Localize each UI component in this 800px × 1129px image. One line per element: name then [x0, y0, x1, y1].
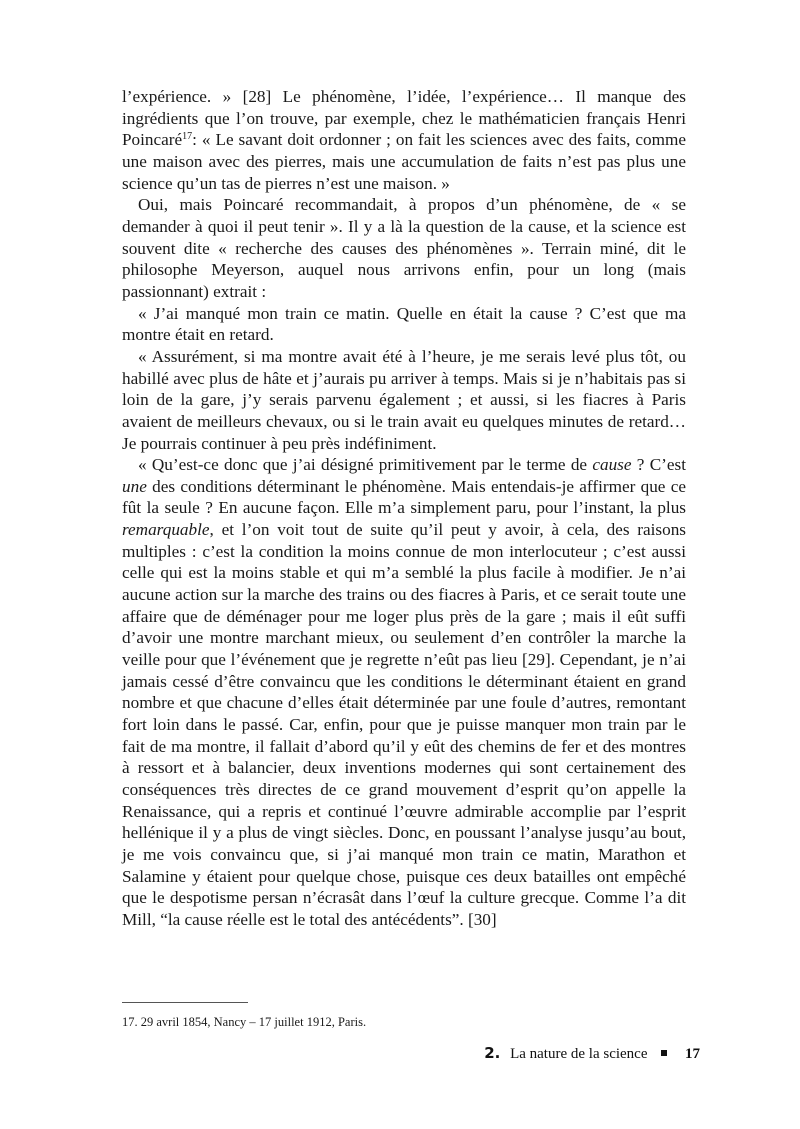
- paragraph: [122, 194, 686, 302]
- text-segment: des conditions déterminant le phénomène. Mais entendais-je affirmer que ce fût la seule ? En aucune façon. Elle m’a simplement paru, pour l’instant, la plus: [122, 476, 686, 518]
- emphasis: cause: [592, 455, 632, 475]
- paragraph: [122, 346, 686, 454]
- emphasis: une: [122, 476, 147, 496]
- paragraph: [122, 454, 686, 930]
- text-segment: ? C’est: [631, 455, 686, 475]
- separator-square-icon: [661, 1050, 667, 1056]
- text-segment: « Qu’est-ce donc que j’ai désigné primitivement par le terme de: [138, 455, 593, 475]
- text-segment: , et l’on voit tout de suite qu’il peut y avoir, à cela, des raisons multiples : c’est la condition la moins connue de mon interlocuteur ; c’est aussi celle qui est la moins stable et qui m’a semblé la plus facile à modifier. Je n’ai aucune action sur la marche des trains ou des fiacres à Paris, et ce serait toute une affaire que de déménager pour me loger plus près de la gare ; mais il eût suffi d’avoir une montre marchant mieux, ou seulement d’en contrôler la marche la veille pour que l’événement que je regrette n’eût pas lieu [29]. Cependant, je n’ai jamais cessé d’être convaincu que les conditions le déterminant étaient en grand nombre et que chacune d’elles était déterminée par une foule d’autres, remontant fort loin dans le passé. Car, enfin, pour que je puisse manquer mon train par le fait de ma montre, il fallait d’abord qu’il y eût des chemins de fer et des montres à ressort et à balancier, deux inventions modernes qui sont certainement des conséquences très directes de ce grand mouvement d’esprit qu’on appelle la Renaissance, qui a repris et continué l’œuvre admirable accomplie par l’esprit hellénique il y a plus de vingt siècles. Donc, en poussant l’analyse jusqu’au bout, je me vois convaincu que, si j’ai manqué mon train ce matin, Marathon et Salamine y étaient pour quelque chose, puisque ces deux batailles ont empêché que le despotisme persan n’écrasât dans l’œuf la culture grecque. Comme l’a dit Mill, “la cause réelle est le total des antécédents”. [30]: [122, 520, 686, 929]
- text-segment: Oui, mais Poincaré recommandait, à propos d’un phénomène, de « se demander à quoi il peut tenir ». Il y a là la question de la cause, et la science est souvent dite « recherche des causes des phénomènes ». Terrain miné, dit le philosophe Meyerson, auquel nous arrivons enfin, pour un long (mais passionnant) extrait :: [122, 195, 686, 301]
- footnote-reference: 17: [182, 131, 193, 143]
- page-number: 17: [685, 1046, 700, 1062]
- text-segment: l’expérience. » [28] Le phénomène, l’idée, l’expérience… Il manque des ingrédients que l’on trouve, par exemple, chez le mathématicien français Henri Poincaré: [122, 87, 686, 150]
- emphasis: remarquable: [122, 520, 210, 540]
- text-segment: : « Le savant doit ordonner ; on fait les sciences avec des faits, comme une maison avec des pierres, mais une accumulation de faits n’est pas plus une science qu’un tas de pierres n’est une maison. »: [122, 130, 686, 193]
- text-segment: « Assurément, si ma montre avait été à l’heure, je me serais levé plus tôt, ou habillé avec plus de hâte et j’aurais pu arriver à temps. Mais si je n’habitais pas si loin de la gare, j’y serais parvenu également ; et aussi, si les fiacres à Paris avaient de meilleurs chevaux, ou si le train avait eu quelques minutes de retard… Je pourrais continuer à peu près indéfiniment.: [122, 346, 686, 453]
- footnote-rule: [122, 1002, 248, 1003]
- chapter-title: La nature de la science: [510, 1046, 648, 1062]
- body-text: [122, 86, 686, 931]
- text-segment: « J’ai manqué mon train ce matin. Quelle en était la cause ? C’est que ma montre était en retard.: [122, 303, 686, 345]
- paragraph: [122, 303, 686, 346]
- running-footer: [484, 1044, 700, 1063]
- footnote: 17. 29 avril 1854, Nancy – 17 juillet 1912, Paris.: [122, 1015, 367, 1029]
- chapter-number: 2.: [484, 1044, 501, 1062]
- paragraph: [122, 86, 686, 194]
